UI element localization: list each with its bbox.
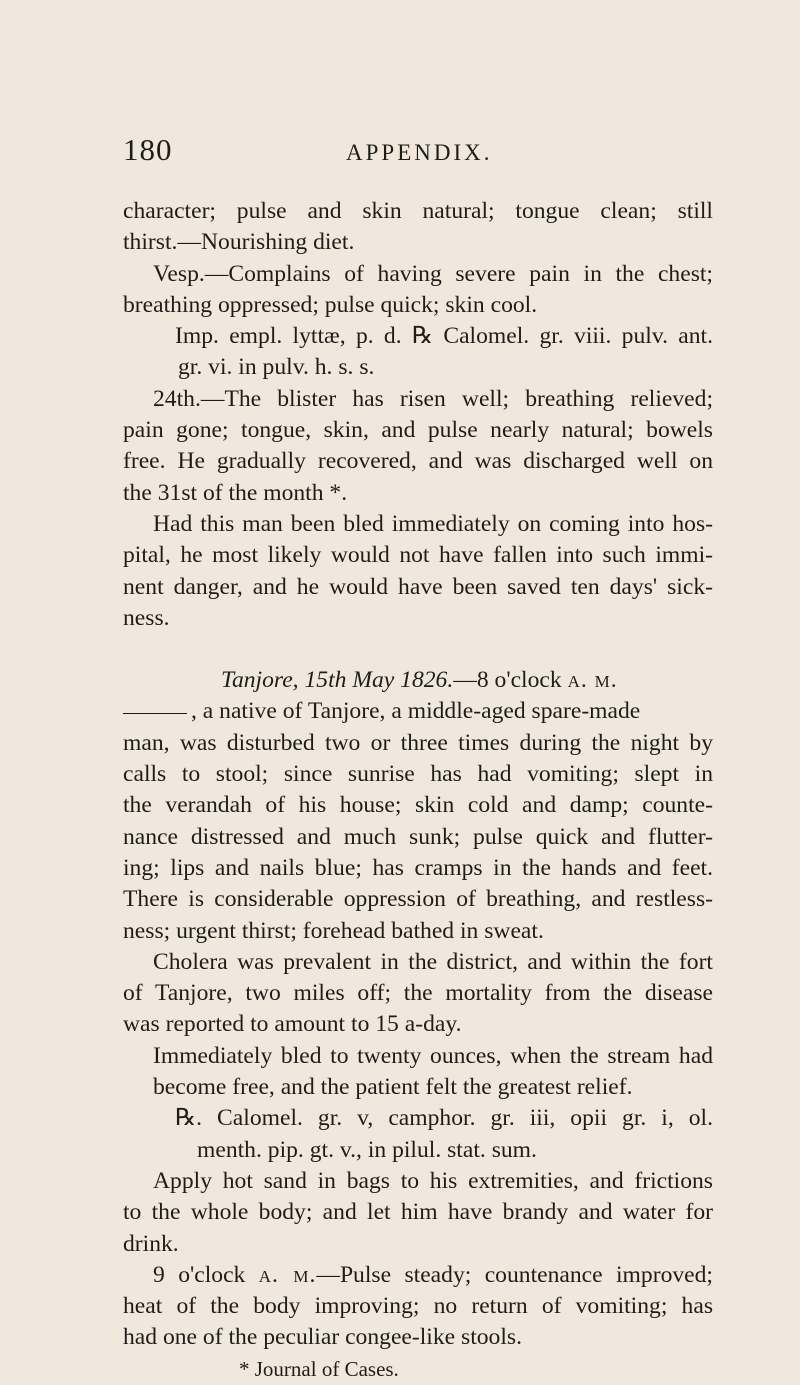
text-line: ness; urgent thirst; forehead bathed in sweat. <box>123 917 544 944</box>
text-line: nent danger, and he would have been saved ten days' sick- <box>123 573 713 600</box>
name-dash <box>123 713 187 714</box>
text-line: ness. <box>123 604 170 631</box>
text-line: thirst.—Nourishing diet. <box>123 229 355 256</box>
text-line: become free, and the patient felt the greatest relief. <box>153 1074 633 1101</box>
case-time: —8 o'clock a. m. <box>453 667 618 694</box>
text-line: Immediately bled to twenty ounces, when the stream had <box>153 1042 713 1069</box>
text-fragment: , a native of Tanjore, a middle-aged spare-made <box>191 698 641 725</box>
body-text <box>123 196 713 1385</box>
text-line: had one of the peculiar congee-like stools. <box>123 1324 522 1351</box>
text-line: There is considerable oppression of breathing, and restless- <box>123 886 713 913</box>
text-line: Apply hot sand in bags to his extremities, and frictions <box>153 1167 713 1194</box>
text-line: of Tanjore, two miles off; the mortality from the disease <box>123 980 713 1007</box>
text-line: was reported to amount to 15 a-day. <box>123 1011 462 1038</box>
page-header <box>123 132 710 172</box>
prescription-line: menth. pip. gt. v., in pilul. stat. sum. <box>197 1136 537 1163</box>
text-line: ing; lips and nails blue; has cramps in the hands and feet. <box>123 854 713 881</box>
text-line: pain gone; tongue, skin, and pulse nearly natural; bowels <box>123 417 713 444</box>
text-line: breathing oppressed; pulse quick; skin cool. <box>123 291 538 318</box>
text-line: to the whole body; and let him have brandy and water for <box>123 1199 713 1226</box>
text-line: Had this man been bled immediately on coming into hos- <box>153 510 713 537</box>
text-line: 9 o'clock a. m.—Pulse steady; countenance improved; <box>153 1261 713 1288</box>
text-line: Vesp.—Complains of having severe pain in the chest; <box>153 260 713 287</box>
prescription-line: ℞. Calomel. gr. v, camphor. gr. iii, opii gr. i, ol. <box>175 1105 713 1132</box>
text-line: heat of the body improving; no return of vomiting; has <box>123 1293 713 1320</box>
text-line: free. He gradually recovered, and was discharged well on <box>123 448 713 475</box>
text-line: character; pulse and skin natural; tongue clean; still <box>123 198 713 224</box>
prescription-line: gr. vi. in pulv. h. s. s. <box>178 354 375 381</box>
text-line: the 31st of the month *. <box>123 479 348 506</box>
text-line: the verandah of his house; skin cold and damp; counte- <box>123 792 713 819</box>
text-line: calls to stool; since sunrise has had vomiting; slept in <box>123 761 713 788</box>
prescription-line: Imp. empl. lyttæ, p. d. ℞ Calomel. gr. viii. pulv. ant. <box>175 323 713 350</box>
text-line: Cholera was prevalent in the district, and within the fort <box>153 948 713 975</box>
page-number: 180 <box>123 132 173 167</box>
running-title: APPENDIX. <box>346 140 493 165</box>
text-line: 24th.—The blister has risen well; breathing relieved; <box>153 385 713 412</box>
text-line: pital, he most likely would not have fallen into such immi- <box>123 542 713 569</box>
text-line <box>123 696 713 727</box>
text-line: nance distressed and much sunk; pulse quick and flutter- <box>123 823 713 850</box>
case-place-date: Tanjore, 15th May 1826. <box>221 667 454 694</box>
text-line: man, was disturbed two or three times during the night by <box>123 729 713 756</box>
footnote: * Journal of Cases. <box>239 1356 399 1381</box>
section-gap <box>123 634 713 665</box>
case-heading <box>123 665 713 696</box>
text-line: drink. <box>123 1230 179 1257</box>
